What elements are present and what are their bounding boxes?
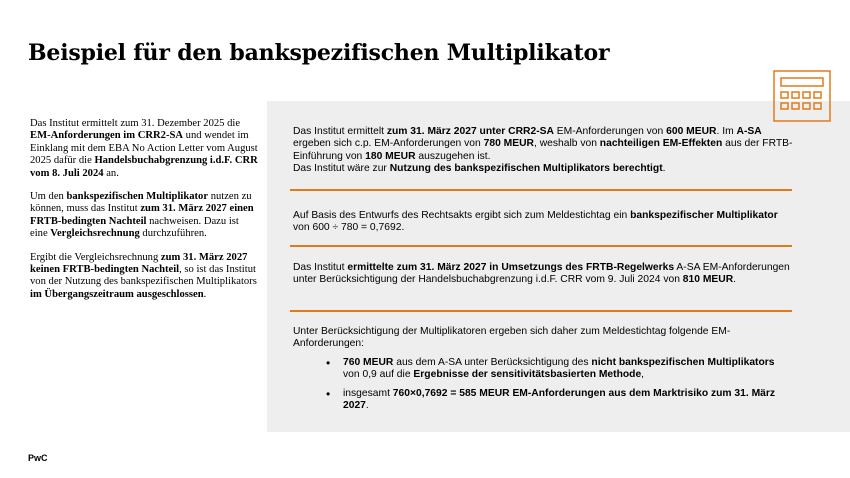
bullet-list [293, 357, 793, 413]
section-3-text [293, 262, 793, 287]
text: Um den [30, 191, 67, 203]
bullet-icon: • [326, 386, 331, 401]
emphasis: zum 31. März 2027 keinen FRTB-bedingten Nachteil [30, 251, 248, 276]
text: Auf Basis des Entwurfs des Rechtsakts ergibt sich zum Meldestichtag ein [293, 210, 631, 221]
emphasis: Vergleichsrechnung [50, 228, 140, 240]
text: ergeben sich c.p. EM-Anforderungen von [293, 138, 484, 150]
text: Das Institut ermittelt zum 31. Dezember 2025 die [30, 118, 241, 129]
footer-logo: PwC [28, 453, 48, 463]
text: nutzen zu können, muss das Institut [30, 191, 252, 215]
text: Das Institut [293, 262, 348, 273]
emphasis: bankspezifischer Multiplikator [630, 210, 778, 221]
emphasis: EM-Anforderungen im CRR2-SA [30, 130, 184, 142]
emphasis: Handelsbuchabgrenzung i.d.F. CRR vom 8. Juli 2024 [30, 155, 258, 179]
divider [290, 245, 792, 247]
text: , weshalb von [533, 138, 600, 150]
text: . [662, 163, 666, 175]
emphasis: 760 MEUR [343, 356, 394, 368]
text: aus dem A-SA unter Berücksichtigung des [393, 356, 592, 368]
emphasis: A-SA [736, 126, 762, 137]
emphasis: Nutzung des bankspezifischen Multiplikators berechtigt [389, 163, 663, 175]
calculator-icon [773, 70, 831, 122]
section-1-conclusion [293, 163, 793, 175]
text: von 600 ÷ 780 = 0,7692 [293, 222, 402, 234]
emphasis: 780 MEUR [483, 138, 534, 150]
section-4 [293, 326, 793, 418]
section-2 [293, 210, 793, 235]
left-paragraph-2 [30, 191, 258, 241]
divider [290, 310, 792, 312]
emphasis: 180 MEUR [365, 150, 416, 162]
text: . [733, 274, 737, 286]
emphasis: nicht bankspezifischen Multiplikators [591, 356, 775, 368]
text: Das Institut wäre zur [293, 163, 390, 175]
text: EM-Anforderungen von [553, 126, 667, 137]
left-paragraph-3 [30, 252, 258, 302]
emphasis: 600 MEUR [666, 126, 717, 137]
text: an. [103, 167, 119, 179]
text: von 0,9 auf die [343, 369, 414, 381]
emphasis: 760×0,7692 = 585 MEUR EM-Anforderungen aus dem Marktrisiko zum 31. März 2027 [343, 387, 776, 412]
emphasis: zum 31. März 2027 unter CRR2-SA [386, 126, 554, 137]
text: nachweisen. Dazu ist eine [30, 215, 239, 240]
text: . Im [716, 126, 737, 137]
text: und wendet im Einklang mit dem EBA No Action Letter vom August 2025 dafür die [30, 130, 258, 167]
text: , [641, 369, 645, 381]
left-paragraph-1 [30, 118, 258, 180]
emphasis: ermittelte zum 31. März 2027 in Umsetzungs des FRTB-Regelwerks [347, 262, 675, 273]
bullet-icon: • [326, 355, 331, 370]
list-item [293, 357, 793, 382]
section-1-text [293, 126, 793, 163]
text: durchzuführen. [139, 228, 207, 240]
emphasis: 810 MEUR [682, 274, 734, 286]
section-4-intro: Unter Berücksichtigung der Multiplikatoren ergeben sich daher zum Meldestichtag folgende EM-Anforderungen: [293, 326, 731, 350]
text: . [365, 400, 369, 412]
text: . [401, 222, 405, 234]
text: Das Institut ermittelt [293, 126, 387, 137]
emphasis: bankspezifischen Multiplikator [66, 191, 209, 203]
text: insgesamt [343, 387, 393, 399]
emphasis: im Übergangszeitraum ausgeschlossen [30, 288, 204, 300]
section-3 [293, 262, 793, 287]
text: . [203, 288, 207, 300]
text: aus der FRTB-Einführung von [293, 138, 793, 162]
page-title: Beispiel für den bankspezifischen Multiplikator [28, 40, 610, 66]
text: auszugehen ist. [415, 150, 491, 162]
emphasis: nachteiligen EM-Effekten [599, 138, 723, 150]
section-1 [293, 126, 793, 176]
text: Ergibt die Vergleichsrechnung [30, 251, 161, 263]
emphasis: zum 31. März 2027 einen FRTB-bedingten Nachteil [30, 203, 254, 227]
emphasis: Ergebnisse der sensitivitätsbasierten Methode [413, 369, 642, 381]
section-2-text [293, 210, 793, 235]
list-item [293, 388, 793, 413]
text: , so ist das Institut von der Nutzung des bankspezifischen Multiplikators [30, 264, 257, 288]
left-column [30, 118, 258, 312]
divider [290, 189, 792, 191]
text: A-SA EM-Anforderungen unter Berücksichtigung der Handelsbuchabgrenzung i.d.F. CRR vom 9. Juli 2024 von [293, 262, 790, 286]
